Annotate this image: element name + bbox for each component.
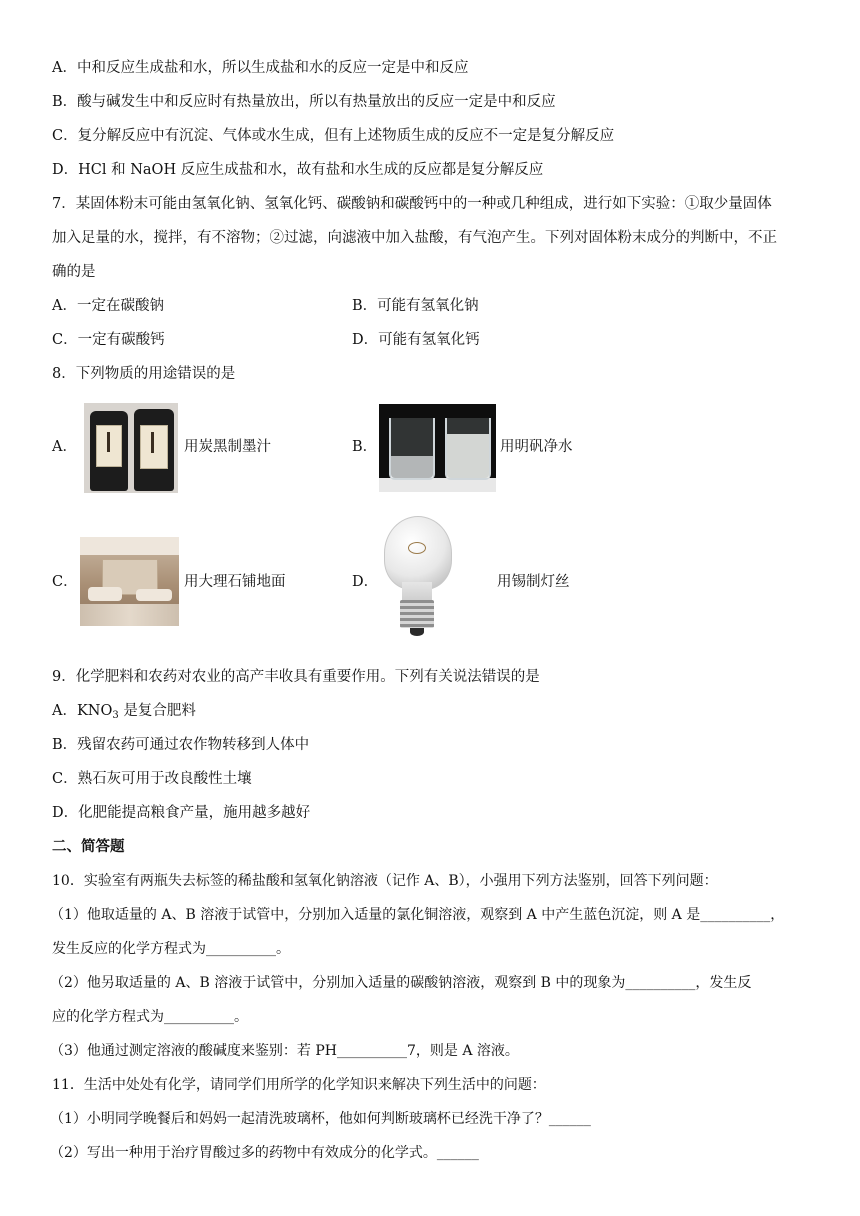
beakers-image (379, 404, 496, 492)
section-heading: 二、简答题 (52, 838, 125, 855)
q9-option-d: D．化肥能提高粮食产量，施用越多越好 (52, 805, 311, 821)
q8-option-b-text: 用明矾净水 (500, 439, 573, 455)
q10-part2-line2: 应的化学方程式为__________。 (52, 1009, 248, 1025)
q7-option-a: A．一定在碳酸钠 (52, 298, 164, 314)
q10-part2-line1: （2）他另取适量的 A、B 溶液于试管中，分别加入适量的碳酸钠溶液，观察到 B 中的现象为__________，发生反 (50, 975, 752, 991)
q8-option-a-label: A． (52, 439, 77, 455)
light-bulb-image (382, 516, 454, 646)
q6-option-b: B．酸与碱发生中和反应时有热量放出，所以有热量放出的反应一定是中和反应 (52, 94, 556, 110)
marble-room-image (80, 537, 179, 626)
q8-option-c-label: C． (52, 574, 78, 590)
q9-stem: 9．化学肥料和农药对农业的高产丰收具有重要作用。下列有关说法错误的是 (52, 669, 540, 685)
q9-option-a (52, 701, 196, 726)
q8-option-c-text: 用大理石铺地面 (184, 574, 286, 590)
q7-option-d: D．可能有氢氧化钙 (352, 332, 480, 348)
q7-stem-line2: 加入足量的水，搅拌，有不溶物；②过滤，向滤液中加入盐酸，有气泡产生。下列对固体粉末成分的判断中，不正 (52, 230, 777, 246)
q6-option-c: C．复分解反应中有沉淀、气体或水生成，但有上述物质生成的反应不一定是复分解反应 (52, 128, 615, 144)
q9-option-c: C．熟石灰可用于改良酸性土壤 (52, 771, 252, 787)
q8-stem: 8．下列物质的用途错误的是 (52, 366, 236, 382)
q11-part1: （1）小明同学晚餐后和妈妈一起清洗玻璃杯，他如何判断玻璃杯已经洗干净了？______ (50, 1111, 591, 1127)
q7-stem-line1: 7．某固体粉末可能由氢氧化钠、氢氧化钙、碳酸钠和碳酸钙中的一种或几种组成，进行如下实验：①取少量固体 (52, 196, 772, 212)
q9-option-b: B．残留农药可通过农作物转移到人体中 (52, 737, 310, 753)
q7-stem-line3: 确的是 (52, 264, 96, 280)
q10-part3: （3）他通过测定溶液的酸碱度来鉴别：若 PH__________7，则是 A 溶液。 (50, 1043, 519, 1059)
q11-stem: 11．生活中处处有化学，请同学们用所学的化学知识来解决下列生活中的问题： (52, 1077, 546, 1093)
q8-option-a-text: 用炭黑制墨汁 (184, 439, 271, 455)
q10-part1-line1: （1）他取适量的 A、B 溶液于试管中，分别加入适量的氯化铜溶液，观察到 A 中产生蓝色沉淀，则 A 是__________， (50, 907, 785, 923)
q7-option-c: C．一定有碳酸钙 (52, 332, 165, 348)
q9-option-a-pre: A．KNO (52, 703, 113, 719)
q8-option-b-label: B． (352, 439, 378, 455)
q10-part1-line2: 发生反应的化学方程式为__________。 (52, 941, 290, 957)
q8-option-d-label: D． (352, 574, 379, 590)
q9-option-a-post: 是复合肥料 (118, 703, 196, 719)
ink-bottles-image (84, 403, 178, 493)
q8-option-d-text: 用锡制灯丝 (497, 574, 570, 590)
q9-option-a-sub: 3 (112, 710, 119, 721)
q10-stem: 10．实验室有两瓶失去标签的稀盐酸和氢氧化钠溶液（记作 A、B），小强用下列方法鉴别，回答下列问题： (52, 873, 718, 889)
q7-option-b: B．可能有氢氧化钠 (352, 298, 479, 314)
q11-part2: （2）写出一种用于治疗胃酸过多的药物中有效成分的化学式。______ (50, 1145, 479, 1161)
q6-option-a: A．中和反应生成盐和水，所以生成盐和水的反应一定是中和反应 (52, 60, 469, 76)
q6-option-d: D．HCl 和 NaOH 反应生成盐和水，故有盐和水生成的反应都是复分解反应 (52, 162, 544, 178)
